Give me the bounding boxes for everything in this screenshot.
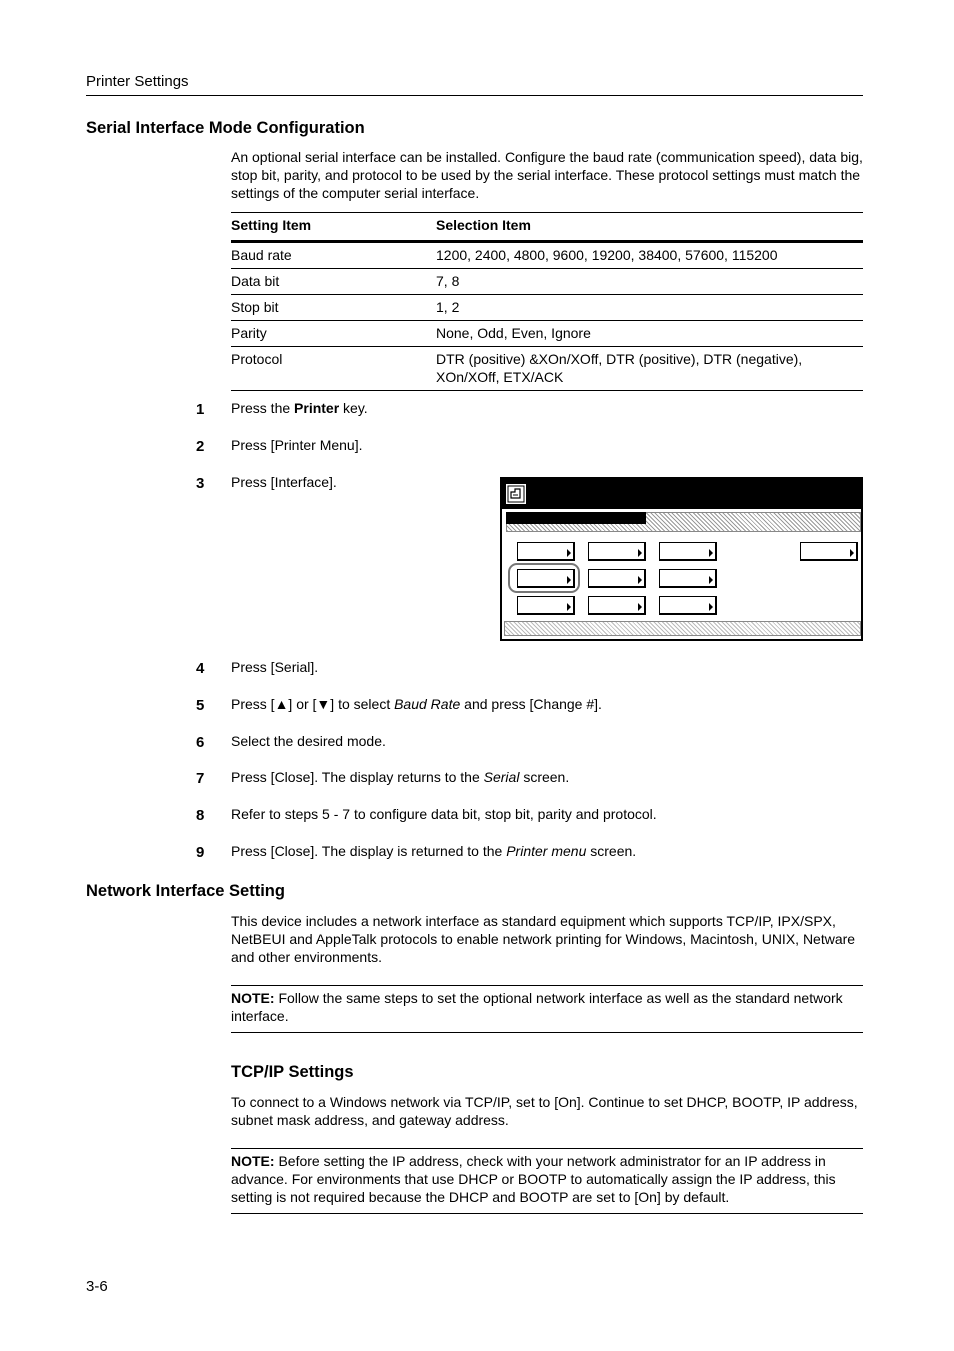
table-row (231, 242, 863, 269)
step-number: 4 (196, 660, 205, 677)
step-text: Press [Close]. The display is returned to the (231, 843, 507, 859)
table-cell-selection: 7, 8 (436, 269, 863, 295)
panel-screen (502, 509, 861, 639)
menu-button[interactable] (659, 542, 717, 561)
printer-key-label: Printer (294, 400, 340, 416)
page-number: 3-6 (86, 1278, 108, 1295)
menu-button[interactable] (517, 542, 575, 561)
step-number: 2 (196, 438, 205, 455)
menu-button[interactable] (659, 569, 717, 588)
menu-button[interactable] (659, 596, 717, 615)
menu-button[interactable] (800, 542, 858, 561)
running-header: Printer Settings (86, 73, 189, 90)
column-header-selection-item: Selection Item (436, 213, 863, 242)
note-label: NOTE: (231, 1153, 275, 1169)
panel-status-bar (504, 621, 861, 636)
note-box-tcpip (231, 1148, 863, 1214)
network-intro: This device includes a network interface as standard equipment which supports TCP/IP, IPX/SPX, NetBEUI and AppleTalk protocols to enable network printing for Windows, Macintosh, UNIX, Netware and other environments. (231, 913, 856, 965)
step-number: 1 (196, 401, 205, 418)
step-number: 5 (196, 697, 205, 714)
table-cell-item: Protocol (231, 347, 436, 391)
step-number: 6 (196, 734, 205, 751)
note-label: NOTE: (231, 990, 275, 1006)
baud-rate-term: Baud Rate (394, 696, 461, 712)
step-text: screen. (586, 843, 637, 859)
section-heading-serial: Serial Interface Mode Configuration (86, 119, 365, 137)
table-row (231, 269, 863, 295)
table-header-row (231, 213, 863, 242)
step-number: 8 (196, 807, 205, 824)
menu-button[interactable] (588, 569, 646, 588)
step-number: 9 (196, 844, 205, 861)
serial-intro: An optional serial interface can be installed. Configure the baud rate (communication speed), data big, stop bit, parity, and protocol to be used by the serial interface. These protocol settings must match the settings of the computer serial interface. (231, 149, 863, 201)
table-cell-selection: None, Odd, Even, Ignore (436, 321, 863, 347)
step-text: Press [Close]. The display returns to the (231, 769, 484, 785)
table-cell-item: Parity (231, 321, 436, 347)
menu-button[interactable] (517, 596, 575, 615)
column-header-setting-item: Setting Item (231, 213, 436, 242)
step-text: Press [▲] or [▼] to select (231, 696, 395, 712)
step-text: Press [Interface]. (231, 474, 337, 490)
table-row (231, 295, 863, 321)
menu-button[interactable] (588, 542, 646, 561)
step-number: 3 (196, 475, 205, 492)
step-text: Press [Serial]. (231, 659, 319, 675)
note-box-network (231, 985, 863, 1033)
table-row (231, 321, 863, 347)
printer-icon (506, 484, 526, 504)
table-cell-selection: 1, 2 (436, 295, 863, 321)
step-text: and press [Change #]. (460, 696, 602, 712)
section-heading-network: Network Interface Setting (86, 882, 285, 900)
note-text: Follow the same steps to set the optional network interface as well as the standard network interface. (231, 990, 843, 1024)
panel-title-highlight (506, 512, 646, 524)
section-heading-tcpip: TCP/IP Settings (231, 1063, 354, 1081)
table-cell-item: Stop bit (231, 295, 436, 321)
selection-highlight-ring (508, 563, 580, 593)
step-text: Press [Printer Menu]. (231, 437, 363, 453)
printer-menu-panel-illustration (500, 477, 863, 641)
step-text: screen. (519, 769, 570, 785)
table-cell-item: Data bit (231, 269, 436, 295)
tcpip-intro: To connect to a Windows network via TCP/IP, set to [On]. Continue to set DHCP, BOOTP, IP address, subnet mask address, and gateway address. (231, 1094, 858, 1128)
step-text: Press the (231, 400, 295, 416)
step-number: 7 (196, 770, 205, 787)
table-cell-selection: DTR (positive) &XOn/XOff, DTR (positive), DTR (negative), XOn/XOff, ETX/ACK (436, 347, 863, 391)
serial-settings-table (231, 212, 863, 391)
step-text: Refer to steps 5 - 7 to configure data bit, stop bit, parity and protocol. (231, 806, 657, 822)
step-text: Select the desired mode. (231, 733, 386, 749)
step-text: key. (339, 400, 368, 416)
printer-menu-term: Printer menu (506, 843, 587, 859)
table-cell-selection: 1200, 2400, 4800, 9600, 19200, 38400, 57600, 115200 (436, 242, 863, 269)
serial-term: Serial (483, 769, 520, 785)
note-text: Before setting the IP address, check with your network administrator for an IP address in advance. For environments that use DHCP or BOOTP to automatically assign the IP address, this setting is not required because the DHCP and BOOTP are set to [On] by default. (231, 1153, 836, 1205)
menu-button[interactable] (588, 596, 646, 615)
header-rule (86, 95, 863, 96)
table-row (231, 347, 863, 391)
table-cell-item: Baud rate (231, 242, 436, 269)
